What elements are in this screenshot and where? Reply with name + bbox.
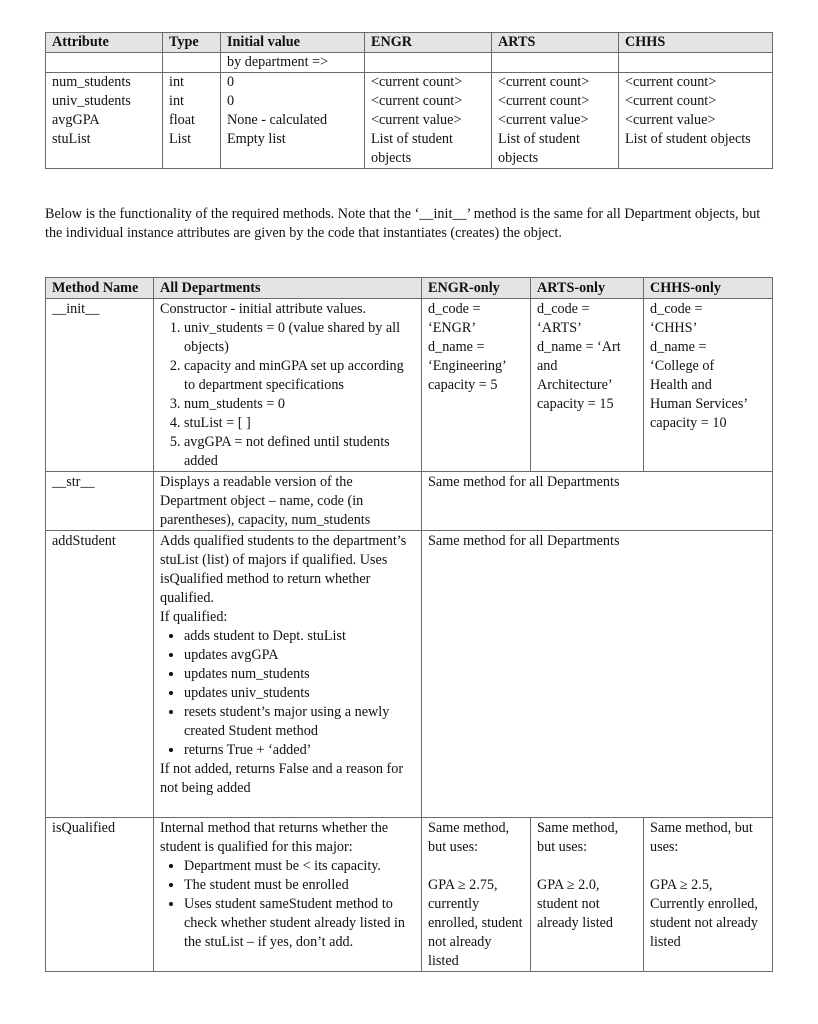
value-line: d_name = ‘Art: [537, 339, 621, 355]
if-qualified-label: If qualified:: [160, 609, 228, 625]
arts-qualification: [531, 818, 644, 972]
list-item: 3. num_students = 0: [184, 395, 415, 414]
table-row: [46, 130, 773, 169]
attr-type: int: [163, 92, 221, 111]
by-department-label: by department =>: [221, 53, 365, 73]
list-item: 5. avgGPA = not defined until students added: [184, 433, 415, 471]
attr-name: num_students: [46, 73, 163, 93]
list-item: • Department must be < its capacity.: [184, 857, 415, 876]
chhs-qualification: [644, 818, 773, 972]
shared-method-note: Same method for all Departments: [422, 531, 773, 818]
header-chhs-only: CHHS-only: [644, 278, 773, 299]
addstudent-description: Adds qualified students to the department’s stuList (list) of majors if qualified. Uses isQualified method to return whether qualified.: [160, 533, 407, 606]
value-line: d_code =: [650, 301, 703, 317]
attr-init: Empty list: [221, 130, 365, 169]
value-line: capacity = 5: [428, 377, 498, 393]
addstudent-bullets: [160, 627, 415, 760]
attr-name: stuList: [46, 130, 163, 169]
list-item: • resets student’s major using a newly created Student method: [184, 703, 415, 741]
attr-engr: <current count>: [365, 73, 492, 93]
attr-type: int: [163, 73, 221, 93]
arts-qual-body: GPA ≥ 2.0, student not already listed: [537, 877, 614, 931]
method-description: Displays a readable version of the Department object – name, code (in parentheses), capacity, num_students: [154, 472, 422, 531]
value-line: d_name =: [428, 339, 485, 355]
methods-table: [45, 277, 773, 972]
header-engr: ENGR: [365, 33, 492, 53]
table-row: [46, 92, 773, 111]
attribute-table-subheader: [46, 53, 773, 73]
list-item: • adds student to Dept. stuList: [184, 627, 415, 646]
header-attribute: Attribute: [46, 33, 163, 53]
attr-init: 0: [221, 73, 365, 93]
method-description: [154, 531, 422, 818]
list-item: • Uses student sameStudent method to check whether student already listed in the stuList – if yes, don’t add.: [184, 895, 415, 952]
attr-arts: <current count>: [492, 92, 619, 111]
attr-name: avgGPA: [46, 111, 163, 130]
list-item: 4. stuList = [ ]: [184, 414, 415, 433]
attribute-table: [45, 32, 773, 169]
engr-qual-head: Same method, but uses:: [428, 820, 510, 855]
list-item: 2. capacity and minGPA set up according to department specifications: [184, 357, 415, 395]
header-arts: ARTS: [492, 33, 619, 53]
shared-method-note: Same method for all Departments: [422, 472, 773, 531]
attr-chhs: <current value>: [619, 111, 773, 130]
chhs-qual-body: GPA ≥ 2.5, Currently enrolled, student not already listed: [650, 877, 758, 950]
init-description: Constructor - initial attribute values.: [160, 301, 367, 317]
attr-chhs: <current count>: [619, 73, 773, 93]
list-item: 1. univ_students = 0 (value shared by all objects): [184, 319, 415, 357]
method-name: __init__: [46, 299, 154, 472]
value-line: d_code =: [428, 301, 481, 317]
value-line: Architecture’: [537, 377, 613, 393]
value-line: ‘Engineering’: [428, 358, 507, 374]
attr-engr: <current count>: [365, 92, 492, 111]
method-description: [154, 299, 422, 472]
chhs-init-values: [644, 299, 773, 472]
isqualified-description: Internal method that returns whether the student is qualified for this major:: [160, 820, 389, 855]
value-line: and: [537, 358, 558, 374]
header-method-name: Method Name: [46, 278, 154, 299]
value-line: Health and: [650, 377, 712, 393]
attr-chhs: List of student objects: [619, 130, 773, 169]
method-name: addStudent: [46, 531, 154, 818]
value-line: Human Services’: [650, 396, 749, 412]
value-line: ‘College of: [650, 358, 715, 374]
table-row: [46, 111, 773, 130]
engr-init-values: [422, 299, 531, 472]
value-line: d_name =: [650, 339, 707, 355]
header-type: Type: [163, 33, 221, 53]
list-item: • The student must be enrolled: [184, 876, 415, 895]
init-steps: [160, 319, 415, 471]
list-item: • updates univ_students: [184, 684, 415, 703]
header-engr-only: ENGR-only: [422, 278, 531, 299]
method-description: [154, 818, 422, 972]
list-item: • returns True + ‘added’: [184, 741, 415, 760]
value-line: d_code =: [537, 301, 590, 317]
value-line: capacity = 15: [537, 396, 614, 412]
value-line: capacity = 10: [650, 415, 727, 431]
header-all-departments: All Departments: [154, 278, 422, 299]
method-name: __str__: [46, 472, 154, 531]
attr-type: List: [163, 130, 221, 169]
attr-chhs: <current count>: [619, 92, 773, 111]
attr-engr: <current value>: [365, 111, 492, 130]
header-initial-value: Initial value: [221, 33, 365, 53]
table-row: [46, 472, 773, 531]
table-row: [46, 299, 773, 472]
isqualified-bullets: [160, 857, 415, 952]
attr-arts: <current count>: [492, 73, 619, 93]
attr-arts: <current value>: [492, 111, 619, 130]
table-row: [46, 73, 773, 93]
table-row: [46, 818, 773, 972]
value-line: ‘ENGR’: [428, 320, 477, 336]
attr-arts: List of student objects: [492, 130, 619, 169]
attr-name: univ_students: [46, 92, 163, 111]
header-arts-only: ARTS-only: [531, 278, 644, 299]
if-not-added-text: If not added, returns False and a reason for not being added: [160, 761, 404, 796]
arts-qual-head: Same method, but uses:: [537, 820, 619, 855]
value-line: ‘CHHS’: [650, 320, 698, 336]
attr-init: None - calculated: [221, 111, 365, 130]
attr-type: float: [163, 111, 221, 130]
attr-init: 0: [221, 92, 365, 111]
chhs-qual-head: Same method, but uses:: [650, 820, 753, 855]
attribute-table-header: [46, 33, 773, 53]
method-name: isQualified: [46, 818, 154, 972]
engr-qualification: [422, 818, 531, 972]
attr-engr: List of student objects: [365, 130, 492, 169]
intro-paragraph: Below is the functionality of the required methods. Note that the ‘__init__’ method is the same for all Department objects, but the individual instance attributes are given by the code that instantiates (creates) the object.: [45, 206, 761, 241]
list-item: • updates num_students: [184, 665, 415, 684]
header-chhs: CHHS: [619, 33, 773, 53]
methods-table-header: [46, 278, 773, 299]
value-line: ‘ARTS’: [537, 320, 582, 336]
table-row: [46, 531, 773, 818]
list-item: • updates avgGPA: [184, 646, 415, 665]
arts-init-values: [531, 299, 644, 472]
engr-qual-body: GPA ≥ 2.75, currently enrolled, student not already listed: [428, 877, 523, 969]
